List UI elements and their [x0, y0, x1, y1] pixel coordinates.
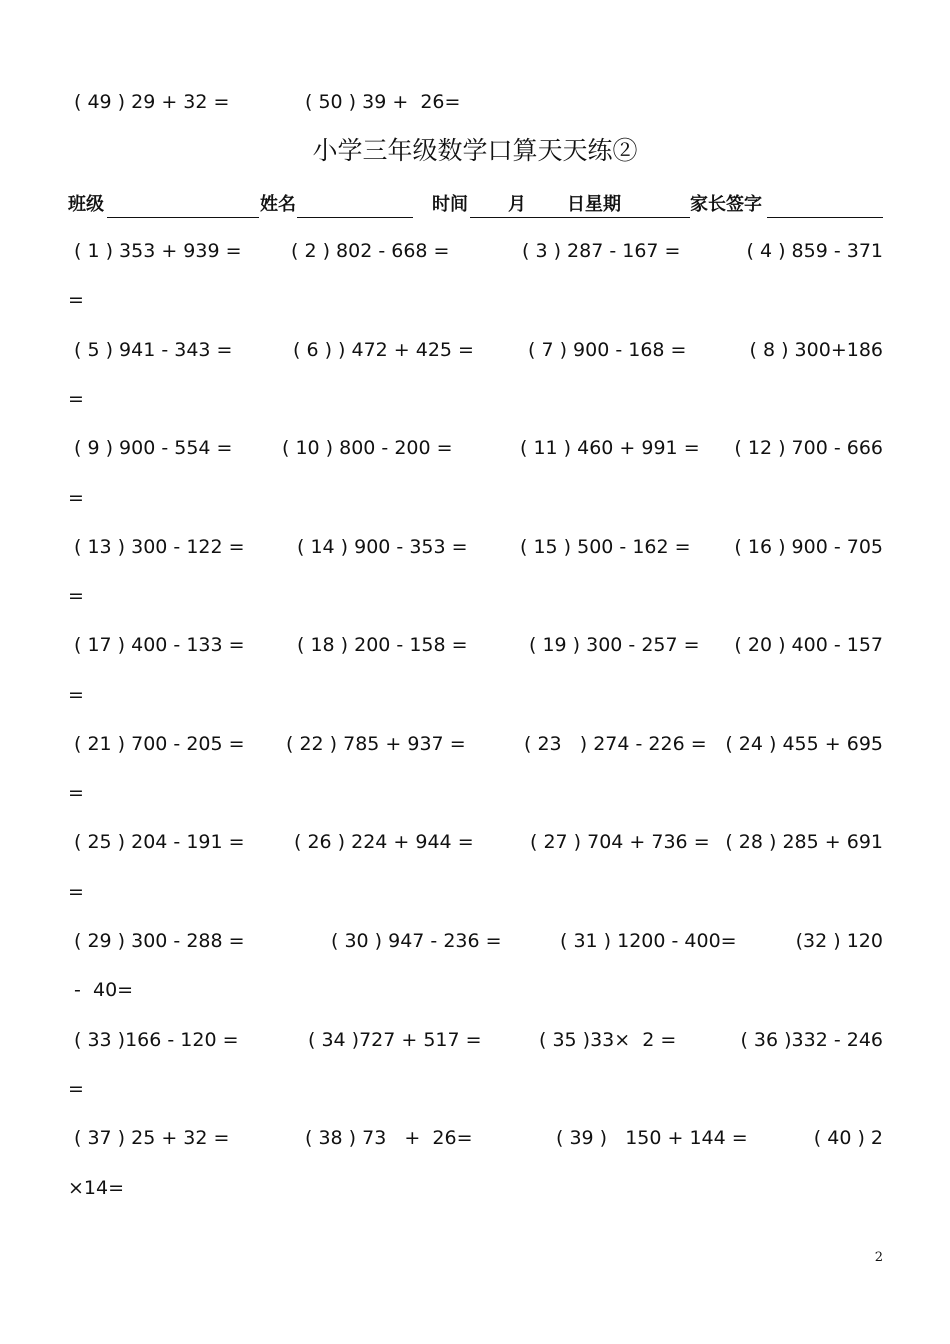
problem-row-continuation [68, 583, 883, 609]
problem: ( 14 ) 900 - 353 = [297, 536, 468, 558]
problem-row-continuation [68, 386, 883, 412]
problem-row-continuation [68, 1175, 883, 1201]
problem-row-continuation [68, 682, 883, 708]
time-label: 时间 [432, 194, 468, 215]
problem: ( 17 ) 400 - 133 = [74, 634, 245, 656]
class-blank[interactable] [107, 217, 259, 218]
problem: ( 11 ) 460 + 991 = [520, 437, 700, 459]
problem-row [68, 435, 883, 461]
problem: ( 13 ) 300 - 122 = [74, 536, 245, 558]
worksheet-header [68, 188, 883, 220]
problem-row-continuation [68, 1076, 883, 1102]
problem-row [68, 632, 883, 658]
problem-row-continuation [68, 977, 883, 1003]
problem: ( 25 ) 204 - 191 = [74, 831, 245, 853]
problem: ( 9 ) 900 - 554 = [74, 437, 233, 459]
problem-row-continuation [68, 485, 883, 511]
problem: ( 21 ) 700 - 205 = [74, 733, 245, 755]
problem: ( 22 ) 785 + 937 = [286, 733, 466, 755]
problem: ( 15 ) 500 - 162 = [520, 536, 691, 558]
problem: ( 12 ) 700 - 666 [734, 437, 883, 459]
problem-row [68, 829, 883, 855]
problem: ( 20 ) 400 - 157 [734, 634, 883, 656]
problem: ( 24 ) 455 + 695 [725, 733, 883, 755]
problem: ( 35 )33× 2 = [539, 1029, 677, 1051]
problem: ( 8 ) 300+186 [749, 339, 883, 361]
problem-row [68, 238, 883, 264]
time-blank[interactable] [470, 217, 690, 218]
worksheet-title: 小学三年级数学口算天天练② [312, 136, 638, 165]
problem-row-continuation [68, 780, 883, 806]
problem: ( 50 ) 39 + 26= [305, 91, 461, 113]
problem-continuation: = [68, 881, 84, 903]
problem: ( 16 ) 900 - 705 [734, 536, 883, 558]
problem: ( 27 ) 704 + 736 = [530, 831, 710, 853]
problem-row [68, 1027, 883, 1053]
problem: ( 31 ) 1200 - 400= [560, 930, 737, 952]
problem: ( 38 ) 73 + 26= [305, 1127, 473, 1149]
problem-continuation: = [68, 388, 84, 410]
problem-row [68, 534, 883, 560]
problem: ( 23 ) 274 - 226 = [524, 733, 707, 755]
problem-row [68, 731, 883, 757]
problem-continuation: = [68, 782, 84, 804]
problem: ( 4 ) 859 - 371 [746, 240, 883, 262]
day-week-label: 日星期 [567, 194, 621, 215]
problem: ( 18 ) 200 - 158 = [297, 634, 468, 656]
problem: ( 2 ) 802 - 668 = [291, 240, 450, 262]
problem: ( 33 )166 - 120 = [74, 1029, 239, 1051]
parent-sign-blank[interactable] [767, 217, 883, 218]
name-blank[interactable] [297, 217, 413, 218]
problem-continuation: ×14= [68, 1177, 125, 1199]
problem: ( 3 ) 287 - 167 = [522, 240, 681, 262]
problem: ( 34 )727 + 517 = [308, 1029, 482, 1051]
problem-row-top [68, 89, 883, 115]
problem-continuation: = [68, 585, 84, 607]
name-label: 姓名 [260, 194, 296, 215]
problem: ( 26 ) 224 + 944 = [294, 831, 474, 853]
problem-continuation: = [68, 684, 84, 706]
problem: ( 30 ) 947 - 236 = [331, 930, 502, 952]
problem: ( 10 ) 800 - 200 = [282, 437, 453, 459]
class-label: 班级 [68, 194, 104, 215]
problem: ( 1 ) 353 + 939 = [74, 240, 242, 262]
problem: ( 49 ) 29 + 32 = [74, 91, 230, 113]
problem: ( 19 ) 300 - 257 = [529, 634, 700, 656]
problem-continuation: = [68, 289, 84, 311]
problem-row-continuation [68, 879, 883, 905]
problem: ( 39 ) 150 + 144 = [556, 1127, 748, 1149]
problem-row [68, 337, 883, 363]
problem: ( 7 ) 900 - 168 = [528, 339, 687, 361]
problem: ( 6 ) ) 472 + 425 = [293, 339, 474, 361]
month-label: 月 [508, 194, 526, 215]
problem: ( 40 ) 2 [813, 1127, 883, 1149]
problem-row [68, 1125, 883, 1151]
parent-sign-label: 家长签字 [690, 194, 762, 215]
problem: ( 28 ) 285 + 691 [725, 831, 883, 853]
problem-continuation: = [68, 487, 84, 509]
page-number: 2 [874, 1250, 883, 1265]
problem: ( 37 ) 25 + 32 = [74, 1127, 230, 1149]
problem-row [68, 928, 883, 954]
problem: (32 ) 120 [795, 930, 883, 952]
problem: ( 29 ) 300 - 288 = [74, 930, 245, 952]
problem: ( 36 )332 - 246 [740, 1029, 883, 1051]
problem-continuation: = [68, 1078, 84, 1100]
problem-row-continuation [68, 287, 883, 313]
problem-continuation: - 40= [68, 979, 134, 1001]
problem: ( 5 ) 941 - 343 = [74, 339, 233, 361]
